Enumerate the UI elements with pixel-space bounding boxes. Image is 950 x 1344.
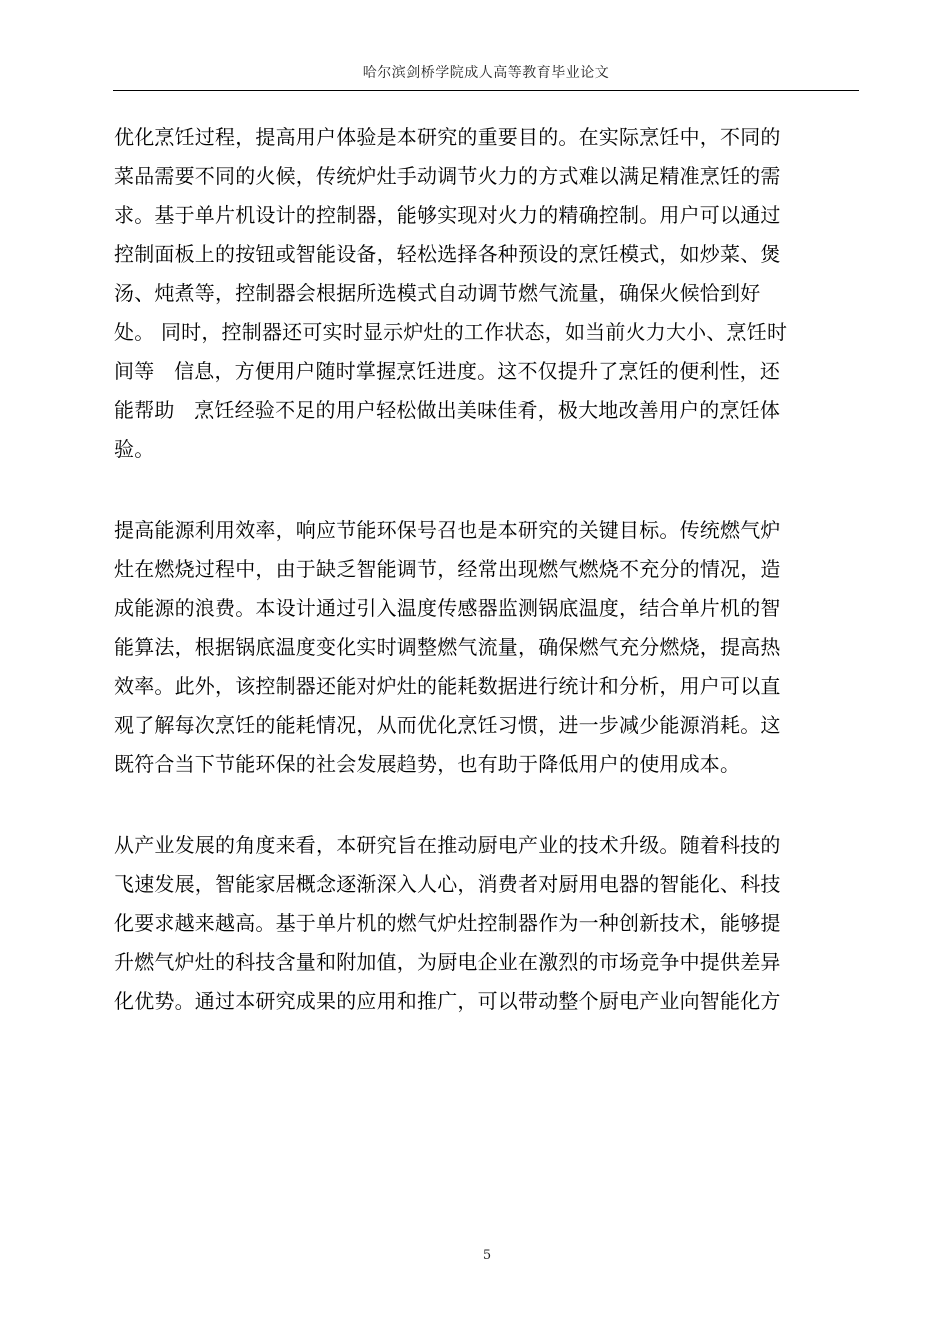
text-line: 化要求越来越高。基于单片机的燃气炉灶控制器作为一种创新技术，能够提 bbox=[114, 911, 781, 935]
paragraph-2 bbox=[114, 511, 866, 784]
text-line: 汤、炖煮等，控制器会根据所选模式自动调节燃气流量，确保火候恰到好 bbox=[114, 281, 761, 305]
text-line: 提高能源利用效率，响应节能环保号召也是本研究的关键目标。传统燃气炉 bbox=[114, 518, 781, 542]
text-line: 求。基于单片机设计的控制器，能够实现对火力的精确控制。用户可以通过 bbox=[114, 203, 781, 227]
text-line: 效率。此外，该控制器还能对炉灶的能耗数据进行统计和分析，用户可以直 bbox=[114, 674, 781, 698]
text-line: 灶在燃烧过程中，由于缺乏智能调节，经常出现燃气燃烧不充分的情况，造 bbox=[114, 557, 781, 581]
page-number: 5 bbox=[482, 1248, 492, 1263]
text-line: 处。 同时，控制器还可实时显示炉灶的工作状态，如当前火力大小、烹饪时 bbox=[114, 320, 788, 344]
text-line: 验。 bbox=[114, 437, 155, 461]
text-line: 间等 信息，方便用户随时掌握烹饪进度。这不仅提升了烹饪的便利性，还 bbox=[114, 359, 781, 383]
text-line: 成能源的浪费。本设计通过引入温度传感器监测锅底温度，结合单片机的智 bbox=[114, 596, 781, 620]
text-line: 从产业发展的角度来看，本研究旨在推动厨电产业的技术升级。随着科技的 bbox=[114, 833, 781, 857]
text-line: 观了解每次烹饪的能耗情况，从而优化烹饪习惯，进一步减少能源消耗。这 bbox=[114, 713, 781, 737]
text-line: 既符合当下节能环保的社会发展趋势，也有助于降低用户的使用成本。 bbox=[114, 752, 741, 776]
header-title: 哈尔滨剑桥学院成人高等教育毕业论文 bbox=[362, 65, 610, 81]
text-line: 能算法，根据锅底温度变化实时调整燃气流量，确保燃气充分燃烧，提高热 bbox=[114, 635, 781, 659]
paragraph-3 bbox=[114, 826, 866, 1021]
text-line: 飞速发展，智能家居概念逐渐深入人心，消费者对厨用电器的智能化、科技 bbox=[114, 872, 781, 896]
text-line: 优化烹饪过程，提高用户体验是本研究的重要目的。在实际烹饪中，不同的 bbox=[114, 125, 781, 149]
paragraph-1 bbox=[114, 118, 866, 469]
text-line: 控制面板上的按钮或智能设备，轻松选择各种预设的烹饪模式，如炒菜、煲 bbox=[114, 242, 781, 266]
text-line: 化优势。通过本研究成果的应用和推广，可以带动整个厨电产业向智能化方 bbox=[114, 989, 781, 1013]
page-header bbox=[113, 62, 859, 91]
text-line: 能帮助 烹饪经验不足的用户轻松做出美味佳肴，极大地改善用户的烹饪体 bbox=[114, 398, 781, 422]
text-line: 菜品需要不同的火候，传统炉灶手动调节火力的方式难以满足精准烹饪的需 bbox=[114, 164, 781, 188]
text-line: 升燃气炉灶的科技含量和附加值，为厨电企业在激烈的市场竞争中提供差异 bbox=[114, 950, 781, 974]
document-body bbox=[114, 118, 866, 1063]
